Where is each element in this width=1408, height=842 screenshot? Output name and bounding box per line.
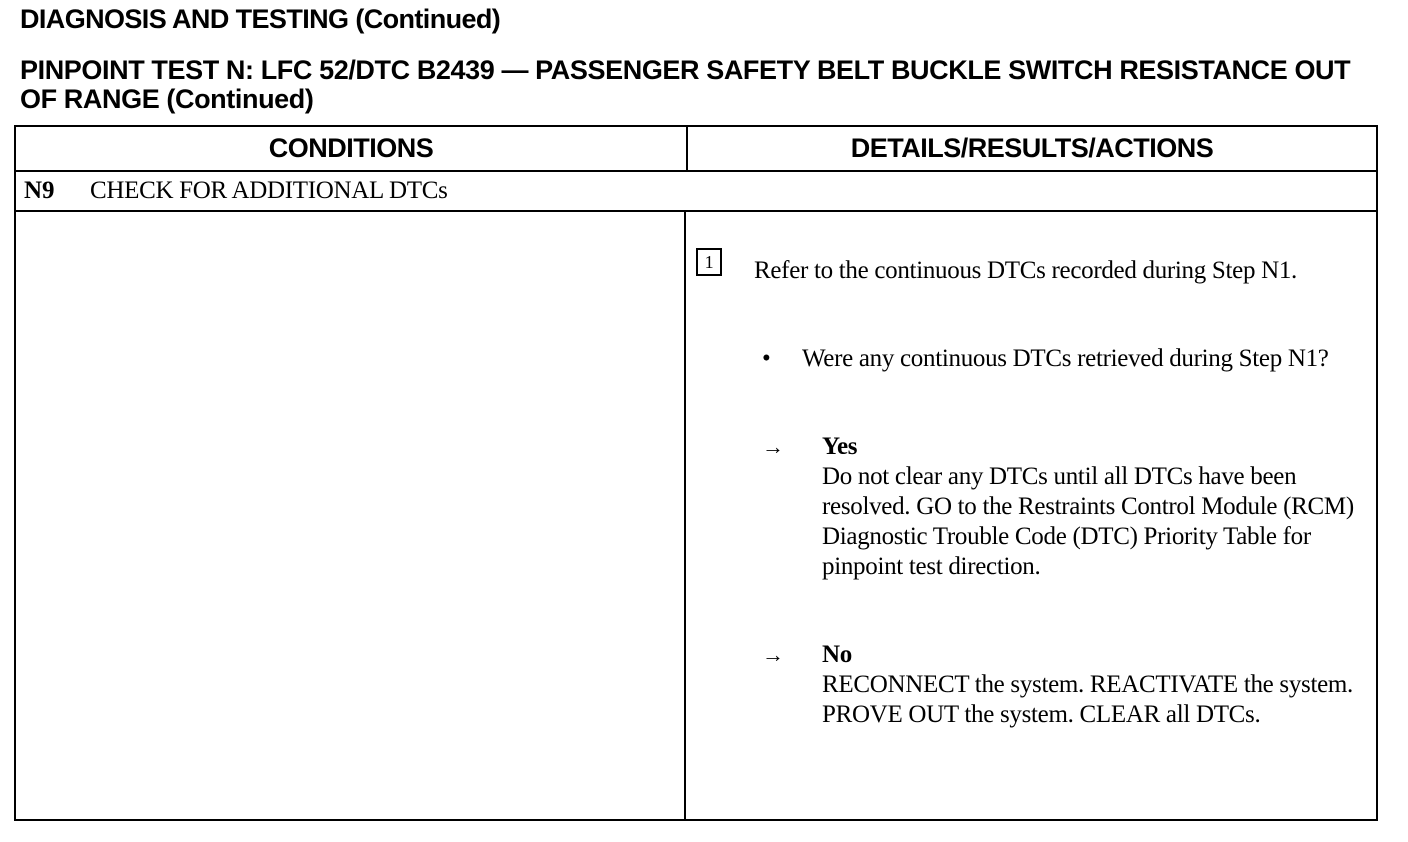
yes-label: Yes — [822, 433, 858, 460]
bullet-icon: • — [762, 345, 771, 372]
substep-instruction: Refer to the continuous DTCs recorded during Step N1. — [754, 257, 1298, 284]
pinpoint-test-table — [14, 125, 1378, 821]
question-text: Were any continuous DTCs retrieved during Step N1? — [802, 345, 1329, 372]
yes-action-text: Do not clear any DTCs until all DTCs have been resolved. GO to the Restraints Control Module (RCM) Diagnostic Trouble Code (DTC) Priority Table for pinpoint test direction. — [822, 463, 1354, 580]
step-row — [16, 172, 1376, 212]
yes-arrow-icon: → — [762, 434, 784, 459]
step-id: N9 — [24, 177, 55, 204]
section-title: DIAGNOSIS AND TESTING (Continued) — [20, 4, 501, 34]
column-header-details: DETAILS/RESULTS/ACTIONS — [850, 133, 1214, 163]
no-label: No — [822, 641, 852, 668]
no-action-text: RECONNECT the system. REACTIVATE the system. PROVE OUT the system. CLEAR all DTCs. — [822, 671, 1354, 728]
details-cell — [686, 212, 1376, 819]
no-arrow-icon: → — [762, 642, 784, 667]
table-header-row — [16, 127, 1376, 172]
column-header-conditions: CONDITIONS — [16, 127, 688, 170]
pinpoint-test-title: PINPOINT TEST N: LFC 52/DTC B2439 — PASSENGER SAFETY BELT BUCKLE SWITCH RESISTANCE OUT OF RANGE (Continued) — [20, 55, 1351, 114]
substep-number-box: 1 — [696, 248, 722, 276]
conditions-cell — [16, 212, 686, 819]
step-title: CHECK FOR ADDITIONAL DTCs — [90, 177, 448, 204]
